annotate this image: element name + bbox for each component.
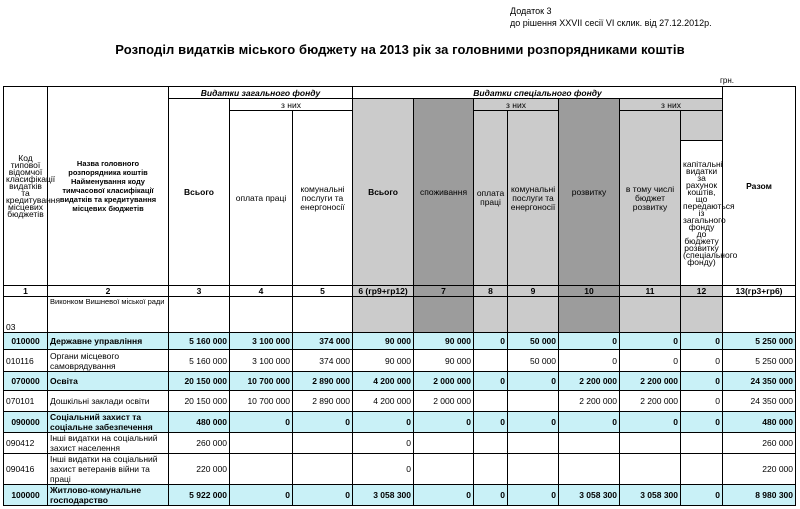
row-value	[474, 454, 508, 485]
row-value: 90 000	[353, 350, 414, 372]
row-value: 5 160 000	[169, 333, 230, 350]
col-header-code: Код типової відомчої класифікації видатків та кредитування місцевих бюджетів	[4, 87, 48, 286]
row-value	[293, 297, 353, 333]
col-number: 12	[681, 286, 723, 297]
row-value: 10 700 000	[230, 391, 293, 412]
row-value: 5 250 000	[723, 350, 796, 372]
row-value: 0	[353, 454, 414, 485]
table-row	[4, 391, 796, 412]
row-value	[508, 433, 559, 454]
row-name: Житлово-комунальне господарство	[48, 485, 169, 506]
table-row	[4, 485, 796, 506]
row-name: Виконком Вишневої міської ради	[48, 297, 169, 333]
row-value: 3 058 300	[620, 485, 681, 506]
row-value	[559, 454, 620, 485]
row-value: 0	[230, 412, 293, 433]
col-number: 10	[559, 286, 620, 297]
col-number: 2	[48, 286, 169, 297]
table-row	[4, 333, 796, 350]
row-value: 90 000	[414, 333, 474, 350]
row-value: 0	[230, 485, 293, 506]
table-row	[4, 433, 796, 454]
row-value: 374 000	[293, 333, 353, 350]
budget-table	[3, 86, 796, 506]
table-row	[4, 412, 796, 433]
col-header-capital-spacer	[681, 111, 723, 141]
row-value: 3 058 300	[353, 485, 414, 506]
row-value: 0	[681, 372, 723, 391]
row-value: 5 250 000	[723, 333, 796, 350]
col-header-dev-budget: в тому числі бюджет розвитку	[620, 111, 681, 286]
row-value	[620, 297, 681, 333]
row-value: 0	[474, 412, 508, 433]
col-number: 13(гр3+гр6)	[723, 286, 796, 297]
row-value: 24 350 000	[723, 391, 796, 412]
row-code: 100000	[4, 485, 48, 506]
col-header-sp-total: Всього	[353, 99, 414, 286]
col-header-of-them-special: з них	[474, 99, 559, 111]
row-code: 090000	[4, 412, 48, 433]
col-number: 8	[474, 286, 508, 297]
row-name: Інші видатки на соціальний захист населення	[48, 433, 169, 454]
row-value: 24 350 000	[723, 372, 796, 391]
row-value	[681, 433, 723, 454]
row-value: 0	[508, 412, 559, 433]
row-value	[723, 297, 796, 333]
row-value: 2 890 000	[293, 372, 353, 391]
row-value	[620, 433, 681, 454]
col-number: 3	[169, 286, 230, 297]
row-value: 0	[681, 333, 723, 350]
row-value: 4 200 000	[353, 391, 414, 412]
row-value: 50 000	[508, 333, 559, 350]
row-value: 220 000	[723, 454, 796, 485]
row-code: 010116	[4, 350, 48, 372]
row-value: 3 100 000	[230, 350, 293, 372]
row-value	[230, 297, 293, 333]
row-value	[293, 433, 353, 454]
col-number: 7	[414, 286, 474, 297]
row-value: 480 000	[723, 412, 796, 433]
row-value: 0	[559, 412, 620, 433]
row-code: 070000	[4, 372, 48, 391]
col-header-utilities: комунальні послуги та енергоносії	[293, 111, 353, 286]
row-value: 50 000	[508, 350, 559, 372]
row-value: 4 200 000	[353, 372, 414, 391]
column-numbers-row	[4, 286, 796, 297]
row-value: 374 000	[293, 350, 353, 372]
row-name: Дошкільні заклади освіти	[48, 391, 169, 412]
row-value: 2 000 000	[414, 372, 474, 391]
table-row	[4, 350, 796, 372]
row-value: 0	[559, 333, 620, 350]
row-value	[474, 350, 508, 372]
row-value: 0	[681, 485, 723, 506]
col-header-development: розвитку	[559, 99, 620, 286]
col-number: 11	[620, 286, 681, 297]
table-row	[4, 372, 796, 391]
row-value: 0	[353, 433, 414, 454]
row-value	[474, 297, 508, 333]
row-value	[508, 297, 559, 333]
row-value	[559, 297, 620, 333]
row-code: 090416	[4, 454, 48, 485]
row-value: 0	[353, 412, 414, 433]
row-value: 2 200 000	[559, 391, 620, 412]
row-value: 0	[508, 372, 559, 391]
annex-line-1: Додаток 3	[510, 6, 552, 16]
row-value	[169, 297, 230, 333]
row-code: 070101	[4, 391, 48, 412]
row-value: 0	[474, 372, 508, 391]
row-value	[230, 433, 293, 454]
row-value: 480 000	[169, 412, 230, 433]
row-name: Інші видатки на соціальний захист ветеранів війни та праці	[48, 454, 169, 485]
row-value	[559, 433, 620, 454]
table-row	[4, 454, 796, 485]
row-value: 10 700 000	[230, 372, 293, 391]
row-value	[508, 454, 559, 485]
row-value	[474, 433, 508, 454]
row-code: 090412	[4, 433, 48, 454]
row-name: Соціальний захист та соціальне забезпечення	[48, 412, 169, 433]
row-value: 220 000	[169, 454, 230, 485]
col-header-consumption: споживання	[414, 99, 474, 286]
page-title: Розподіл видатків міського бюджету на 2013 рік за головними розпорядниками коштів	[115, 42, 685, 57]
row-value: 0	[414, 485, 474, 506]
row-name: Органи місцевого самоврядування	[48, 350, 169, 372]
row-value: 260 000	[169, 433, 230, 454]
col-number: 5	[293, 286, 353, 297]
col-header-of-them-dev: з них	[620, 99, 723, 111]
row-value: 0	[681, 391, 723, 412]
row-name: Державне управління	[48, 333, 169, 350]
row-value	[681, 297, 723, 333]
row-value: 3 100 000	[230, 333, 293, 350]
col-number: 6 (гр9+гр12)	[353, 286, 414, 297]
row-value: 0	[474, 333, 508, 350]
row-value	[508, 391, 559, 412]
row-value: 2 200 000	[620, 391, 681, 412]
row-value: 0	[508, 485, 559, 506]
col-header-salary: оплата праці	[230, 111, 293, 286]
row-value: 3 058 300	[559, 485, 620, 506]
row-value: 260 000	[723, 433, 796, 454]
row-value	[474, 391, 508, 412]
row-value: 2 200 000	[559, 372, 620, 391]
row-value: 0	[681, 412, 723, 433]
col-number: 4	[230, 286, 293, 297]
row-value	[353, 297, 414, 333]
row-value: 5 922 000	[169, 485, 230, 506]
row-name: Освіта	[48, 372, 169, 391]
col-header-sp-utilities: комунальні послуги та енергоносії	[508, 111, 559, 286]
row-value: 0	[681, 350, 723, 372]
row-value: 90 000	[414, 350, 474, 372]
row-value: 0	[559, 350, 620, 372]
table-row	[4, 297, 796, 333]
row-value: 0	[620, 333, 681, 350]
row-value	[620, 454, 681, 485]
row-value: 2 200 000	[620, 372, 681, 391]
row-value: 20 150 000	[169, 372, 230, 391]
col-header-total: Всього	[169, 99, 230, 286]
col-header-of-them-general: з них	[230, 99, 353, 111]
row-value	[293, 454, 353, 485]
col-header-general-fund: Видатки загального фонду	[169, 87, 353, 99]
row-value	[414, 454, 474, 485]
col-header-special-fund: Видатки спеціального фонду	[353, 87, 723, 99]
row-value: 5 160 000	[169, 350, 230, 372]
row-value: 20 150 000	[169, 391, 230, 412]
col-header-grand-total: Разом	[723, 87, 796, 286]
annex-line-2: до рішення XXVII сесії VI склик. від 27.12.2012р.	[510, 18, 712, 28]
row-code: 010000	[4, 333, 48, 350]
row-value: 8 980 300	[723, 485, 796, 506]
currency-unit: грн.	[720, 76, 735, 85]
row-value: 90 000	[353, 333, 414, 350]
row-value	[681, 454, 723, 485]
annex-note	[510, 5, 712, 29]
row-value	[414, 433, 474, 454]
row-value: 0	[293, 485, 353, 506]
row-value: 0	[620, 412, 681, 433]
row-value: 0	[414, 412, 474, 433]
col-header-sp-salary: оплата праці	[474, 111, 508, 286]
row-value	[230, 454, 293, 485]
row-value: 2 000 000	[414, 391, 474, 412]
row-value: 2 890 000	[293, 391, 353, 412]
row-value: 0	[293, 412, 353, 433]
col-header-name: Назва головного розпорядника коштів Найменування коду тимчасової класифікації видатків та кредитування місцевих бюджетів	[48, 87, 169, 286]
row-value: 0	[620, 350, 681, 372]
col-number: 1	[4, 286, 48, 297]
col-header-capital: капітальні видатки за рахунок коштів, що передаються із загального фонду до бюджету розвитку (спеціального фонду)	[681, 141, 723, 286]
row-value	[414, 297, 474, 333]
col-number: 9	[508, 286, 559, 297]
row-code: 03	[4, 297, 48, 333]
row-value: 0	[474, 485, 508, 506]
